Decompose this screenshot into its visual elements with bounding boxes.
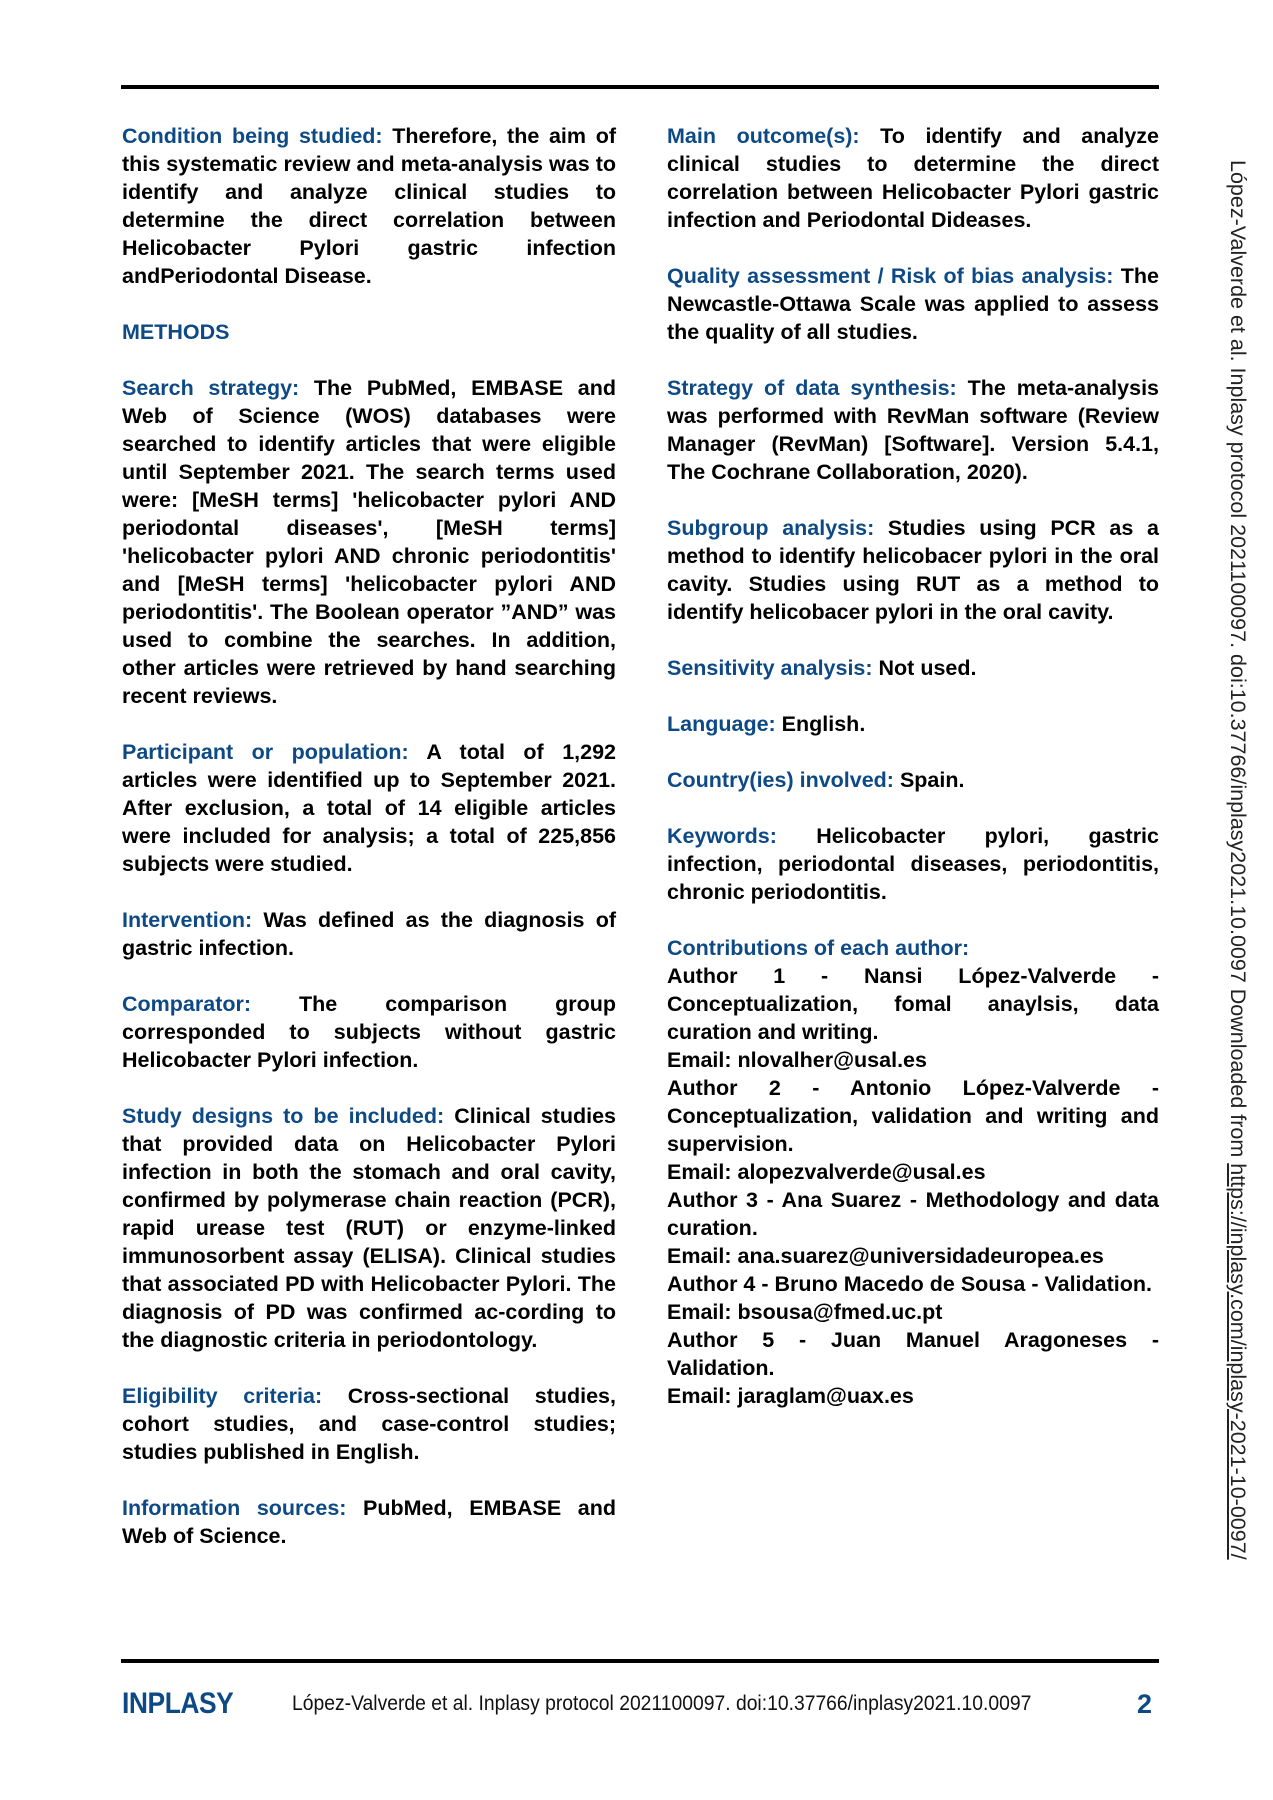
main-outcomes-label: Main outcome(s): <box>667 124 860 148</box>
condition-section <box>122 122 616 290</box>
keywords-text: Helicobacter pylori, gastric infection, periodontal diseases, periodontitis, chronic periodontitis. <box>667 824 1159 904</box>
main-outcomes-text: To identify and analyze clinical studies to determine the direct correlation between Helicobacter Pylori gastric infection and Periodontal Dideases. <box>667 124 1159 232</box>
subgroup-text: Studies using PCR as a method to identify helicobacer pylori in the oral cavity. Studies using RUT as a method to identify helicobacer pylori in the oral cavity. <box>667 516 1159 624</box>
study-designs-text: Clinical studies that provided data on Helicobacter Pylori infection in both the stomach and oral cavity, confirmed by polymerase chain reaction (PCR), rapid urease test (RUT) or enzyme-linked immunosorbent assay (ELISA). Clinical studies that associated PD with Helicobacter Pylori. The diagnosis of PD was confirmed ac-cording to the diagnostic criteria in periodontology. <box>122 1104 616 1352</box>
data-synthesis-label: Strategy of data synthesis: <box>667 376 957 400</box>
author-2-line: Author 2 - Antonio López-Valverde - Conceptualization, validation and writing and supervision. <box>667 1076 1159 1156</box>
subgroup-section <box>667 514 1159 626</box>
intervention-label: Intervention: <box>122 908 253 932</box>
language-section <box>667 710 1159 738</box>
search-strategy-text: The PubMed, EMBASE and Web of Science (WOS) databases were searched to identify articles that were eligible until September 2021. The search terms used were: [MeSH terms] 'helicobacter pylori AND periodontal diseases', [MeSH terms] 'helicobacter pylori AND chronic periodontitis' and [MeSH terms] 'helicobacter pylori AND periodontitis'. The Boolean operator ”AND” was used to combine the searches. In addition, other articles were retrieved by hand searching recent reviews. <box>122 376 616 708</box>
brand-logo: INPLASY <box>122 1687 234 1720</box>
contributions-section <box>667 934 1159 1410</box>
language-label: Language: <box>667 712 776 736</box>
side-citation-text: López-Valverde et al. Inplasy protocol 2021100097. doi:10.37766/inplasy2021.10.0097 Downloaded from <box>1226 160 1250 1164</box>
condition-label: Condition being studied: <box>122 124 383 148</box>
comparator-label: Comparator: <box>122 992 252 1016</box>
eligibility-label: Eligibility criteria: <box>122 1384 323 1408</box>
author-2-email: Email: alopezvalverde@usal.es <box>667 1160 986 1184</box>
sensitivity-label: Sensitivity analysis: <box>667 656 873 680</box>
page-footer <box>122 1684 1160 1724</box>
data-synthesis-text: The meta-analysis was performed with RevMan software (Review Manager (RevMan) [Software]. Version 5.4.1, The Cochrane Collaboration, 2020). <box>667 376 1159 484</box>
keywords-section <box>667 822 1159 906</box>
bottom-rule <box>121 1659 1159 1663</box>
countries-label: Country(ies) involved: <box>667 768 894 792</box>
author-5-line: Author 5 - Juan Manuel Aragoneses - Validation. <box>667 1328 1159 1380</box>
quality-assessment-section <box>667 262 1159 346</box>
eligibility-section <box>122 1382 616 1466</box>
comparator-text: The comparison group corresponded to subjects without gastric Helicobacter Pylori infection. <box>122 992 616 1072</box>
search-strategy-label: Search strategy: <box>122 376 300 400</box>
quality-assessment-label: Quality assessment / Risk of bias analysis: <box>667 264 1114 288</box>
main-outcomes-section <box>667 122 1159 234</box>
author-3-email: Email: ana.suarez@universidadeuropea.es <box>667 1244 1104 1268</box>
information-sources-label: Information sources: <box>122 1496 347 1520</box>
author-3-line: Author 3 - Ana Suarez - Methodology and data curation. <box>667 1188 1159 1240</box>
countries-text: Spain. <box>893 768 965 792</box>
condition-text: Therefore, the aim of this systematic review and meta-analysis was to identify and analyze clinical studies to determine the direct correlation between Helicobacter Pylori gastric infection andPeriodontal Disease. <box>122 124 616 288</box>
participants-section <box>122 738 616 878</box>
intervention-text: Was defined as the diagnosis of gastric infection. <box>122 908 616 960</box>
intervention-section <box>122 906 616 962</box>
keywords-label: Keywords: <box>667 824 777 848</box>
participants-text: A total of 1,292 articles were identified up to September 2021. After exclusion, a total of 14 eligible articles were included for analysis; a total of 225,856 subjects were studied. <box>122 740 616 876</box>
study-designs-section <box>122 1102 616 1354</box>
contributions-label: Contributions of each author: <box>667 936 970 960</box>
footer-citation: López-Valverde et al. Inplasy protocol 2021100097. doi:10.37766/inplasy2021.10.0097 <box>292 1692 1032 1715</box>
page-number: 2 <box>1136 1688 1152 1719</box>
right-column <box>667 122 1159 1438</box>
author-4-email: Email: bsousa@fmed.uc.pt <box>667 1300 943 1324</box>
author-4-line: Author 4 - Bruno Macedo de Sousa - Validation. <box>667 1272 1152 1296</box>
subgroup-label: Subgroup analysis: <box>667 516 875 540</box>
participants-label: Participant or population: <box>122 740 409 764</box>
data-synthesis-section <box>667 374 1159 486</box>
author-1-email: Email: nlovalher@usal.es <box>667 1048 927 1072</box>
methods-heading: METHODS <box>122 320 230 344</box>
information-sources-text: PubMed, EMBASE and Web of Science. <box>122 1496 616 1548</box>
author-1-line: Author 1 - Nansi López-Valverde - Conceptualization, fomal anaylsis, data curation and writing. <box>667 964 1159 1044</box>
search-strategy-section <box>122 374 616 710</box>
sensitivity-text: Not used. <box>872 656 977 680</box>
top-rule <box>121 85 1159 89</box>
sensitivity-section <box>667 654 1159 682</box>
study-designs-label: Study designs to be included: <box>122 1104 445 1128</box>
author-5-email: Email: jaraglam@uax.es <box>667 1384 914 1408</box>
information-sources-section <box>122 1494 616 1550</box>
countries-section <box>667 766 1159 794</box>
language-text: English. <box>775 712 866 736</box>
eligibility-text: Cross-sectional studies, cohort studies, and case-control studies; studies published in English. <box>122 1384 616 1464</box>
side-download-link[interactable]: https://inplasy.com/inplasy-2021-10-0097/ <box>1226 1163 1250 1560</box>
comparator-section <box>122 990 616 1074</box>
left-column <box>122 122 616 1578</box>
quality-assessment-text: The Newcastle-Ottawa Scale was applied to assess the quality of all studies. <box>667 264 1160 344</box>
side-download-notice <box>1226 160 1250 1560</box>
